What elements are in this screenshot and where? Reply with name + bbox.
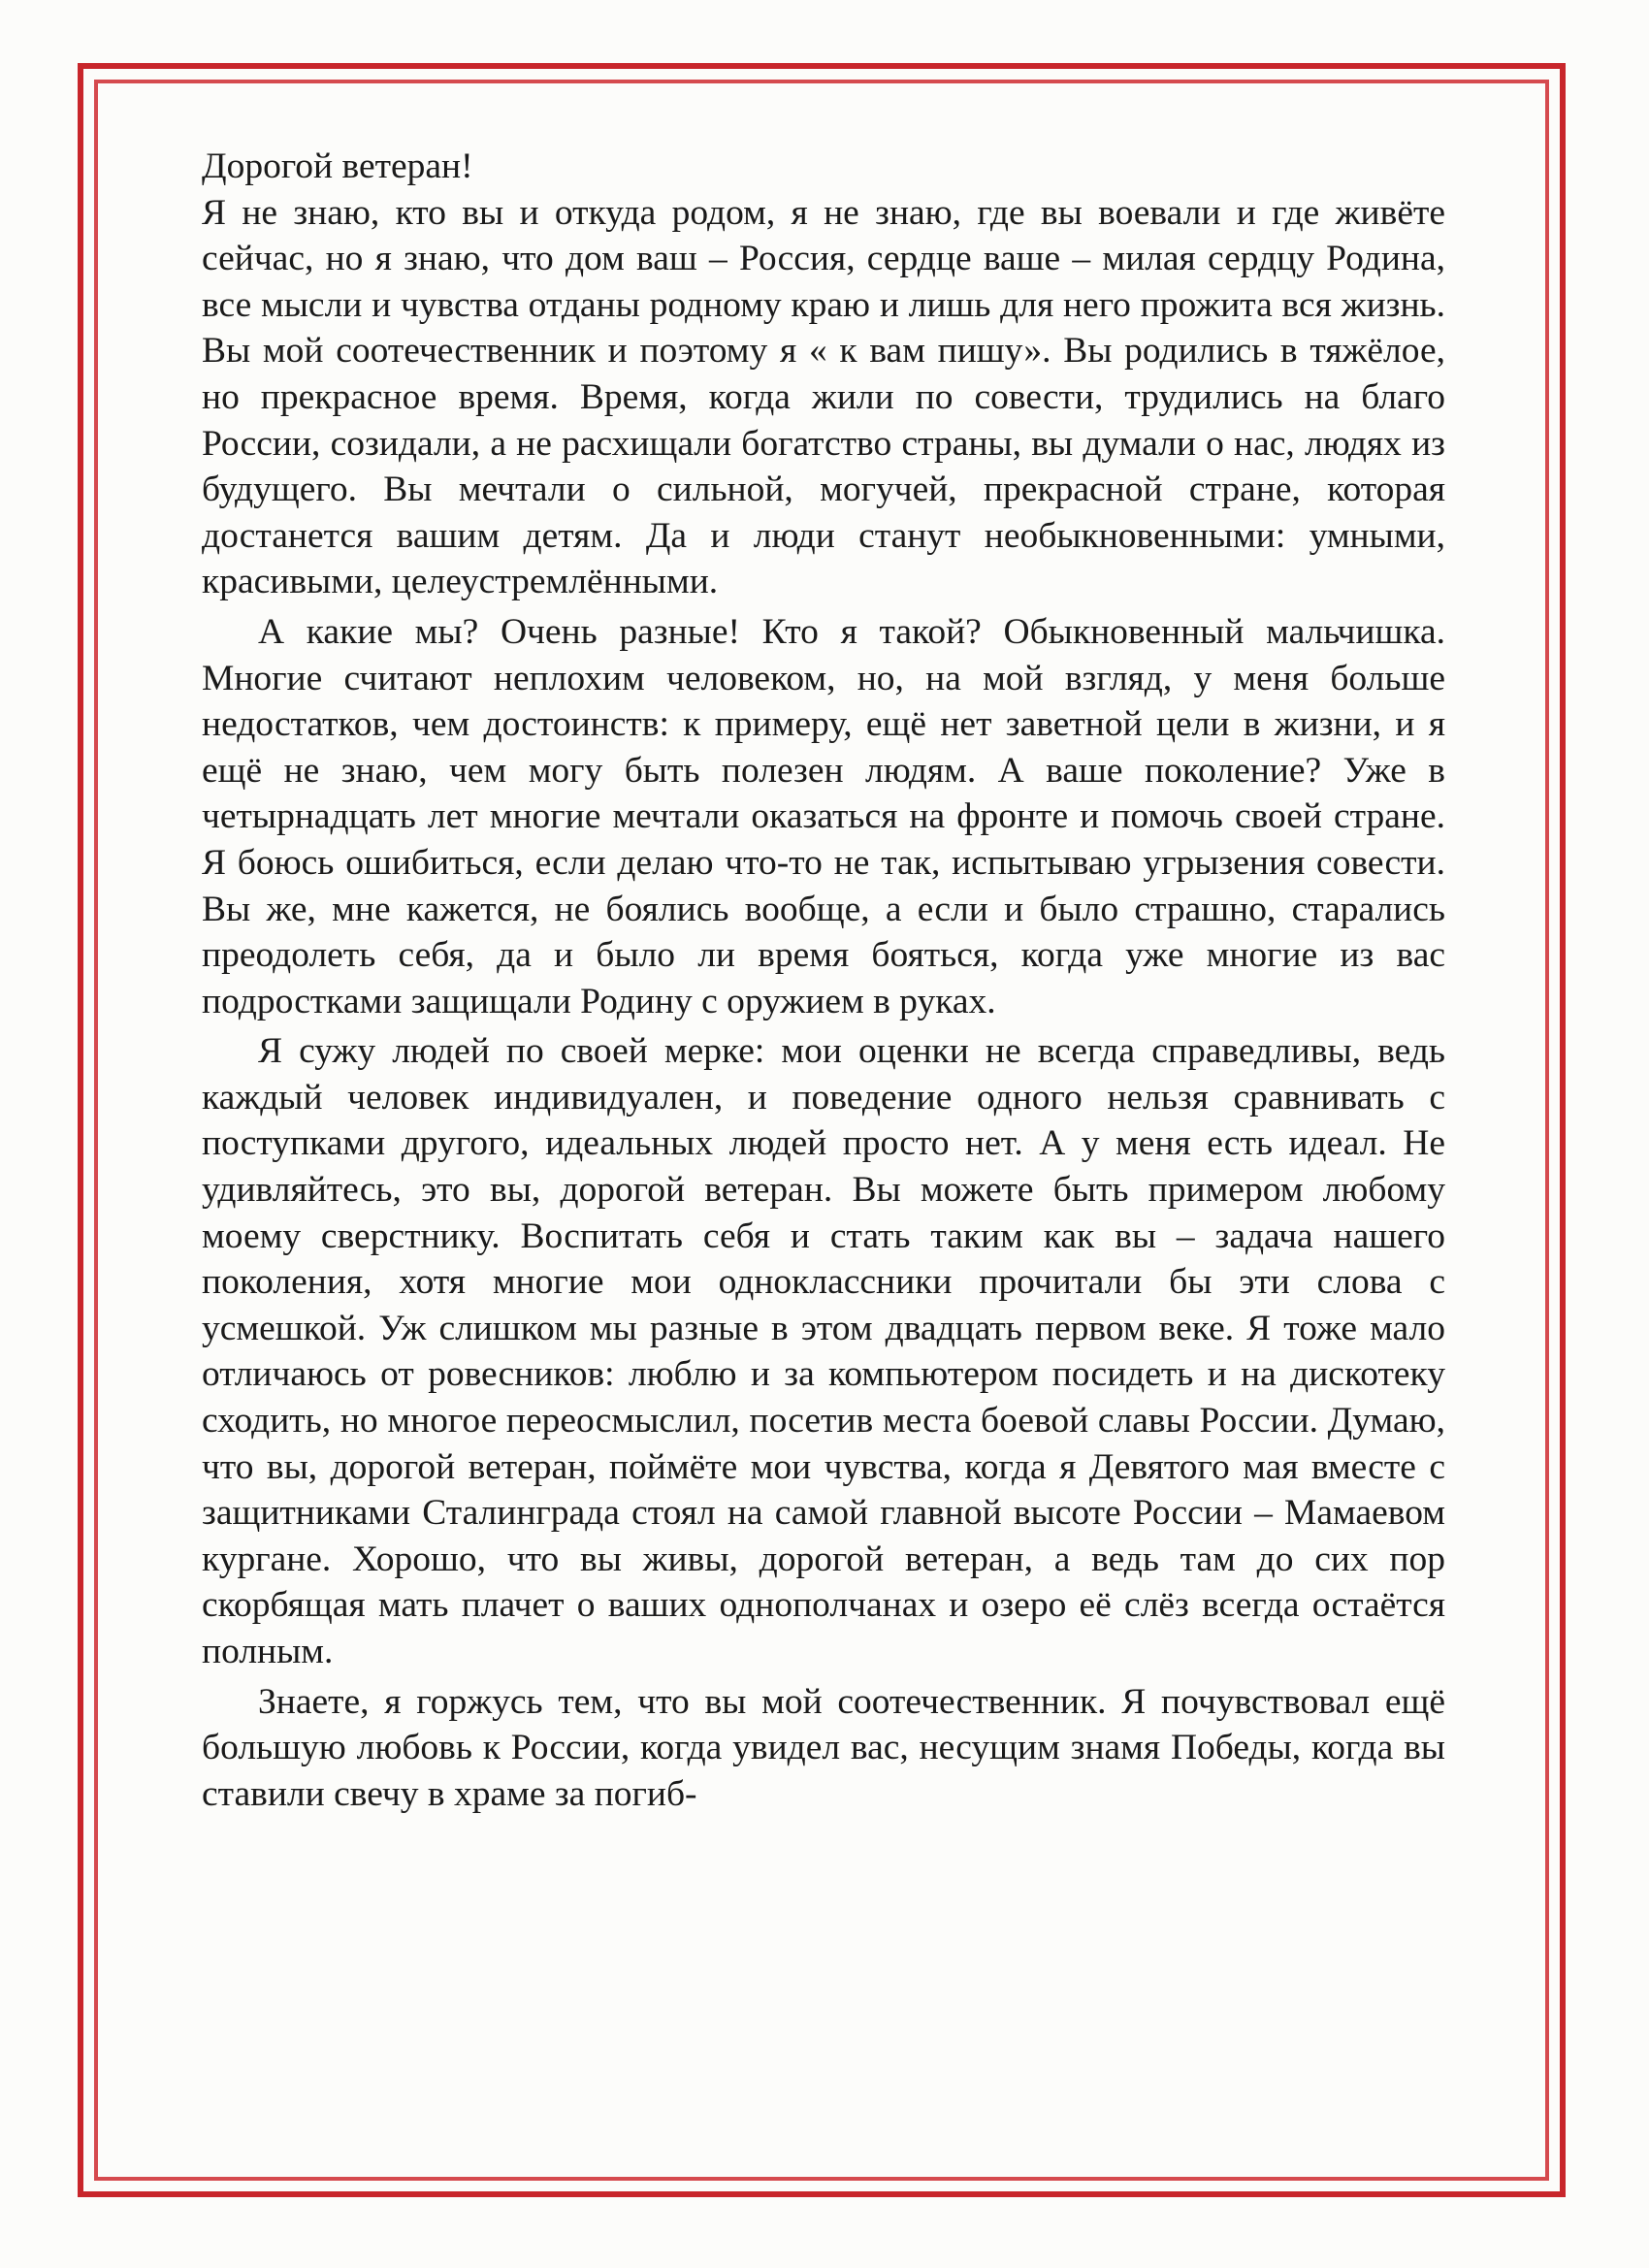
paragraph-4: Знаете, я горжусь тем, что вы мой соотечественник. Я почувствовал ещё большую любовь к России, когда увидел вас, несущим знамя Победы, когда вы ставили свечу в храме за погиб- (202, 1681, 1445, 1814)
letter-greeting: Дорогой ветеран! (202, 146, 473, 186)
paragraph-3: Я сужу людей по своей мерке: мои оценки не всегда справедливы, ведь каждый человек индивидуален, и поведение одного нельзя сравнивать с поступками другого, идеальных людей просто нет. А у меня есть идеал. Не удивляйтесь, это вы, дорогой ветеран. Вы можете быть примером любому моему сверстнику. Воспитать себя и стать таким как вы – задача нашего поколения, хотя многие мои одноклассники прочитали бы эти слова с усмешкой. Уж слишком мы разные в этом двадцать первом веке. Я тоже мало отличаюсь от ровесников: люблю и за компьютером посидеть и на дискотеку сходить, но многое переосмыслил, посетив места боевой славы России. Думаю, что вы, дорогой ветеран, поймёте мои чувства, когда я Девятого мая вместе с защитниками Сталинграда стоял на самой главной высоте России – Мамаевом кургане. Хорошо, что вы живы, дорогой ветеран, а ведь там до сих пор скорбящая мать плачет о ваших однополчанах и озеро её слёз всегда остаётся полным. (202, 1031, 1445, 1671)
paragraph-2: А какие мы? Очень разные! Кто я такой? Обыкновенный мальчишка. Многие считают неплохим человеком, но, на мой взгляд, у меня больше недостатков, чем достоинств: к примеру, ещё нет заветной цели в жизни, и я ещё не знаю, чем могу быть полезен людям. А ваше поколение? Уже в четырнадцать лет многие мечтали оказаться на фронте и помочь своей стране. Я боюсь ошибиться, если делаю что-то не так, испытываю угрызения совести. Вы же, мне кажется, не боялись вообще, а если и было страшно, старались преодолеть себя, да и было ли время бояться, когда уже многие из вас подростками защищали Родину с оружием в руках. (202, 611, 1445, 1021)
paragraph-1: Я не знаю, кто вы и откуда родом, я не знаю, где вы воевали и где живёте сейчас, но я знаю, что дом ваш – Россия, сердце ваше – милая сердцу Родина, все мысли и чувства отданы родному краю и лишь для него прожита вся жизнь. Вы мой соотечественник и поэтому я « к вам пишу». Вы родились в тяжёлое, но прекрасное время. Время, когда жили по совести, трудились на благо России, созидали, а не расхищали богатство страны, вы думали о нас, людях из будущего. Вы мечтали о сильной, могучей, прекрасной стране, которая достанется вашим детям. Да и люди станут необыкновенными: умными, красивыми, целеустремлёнными. (202, 192, 1445, 602)
letter-body (202, 144, 1445, 1817)
